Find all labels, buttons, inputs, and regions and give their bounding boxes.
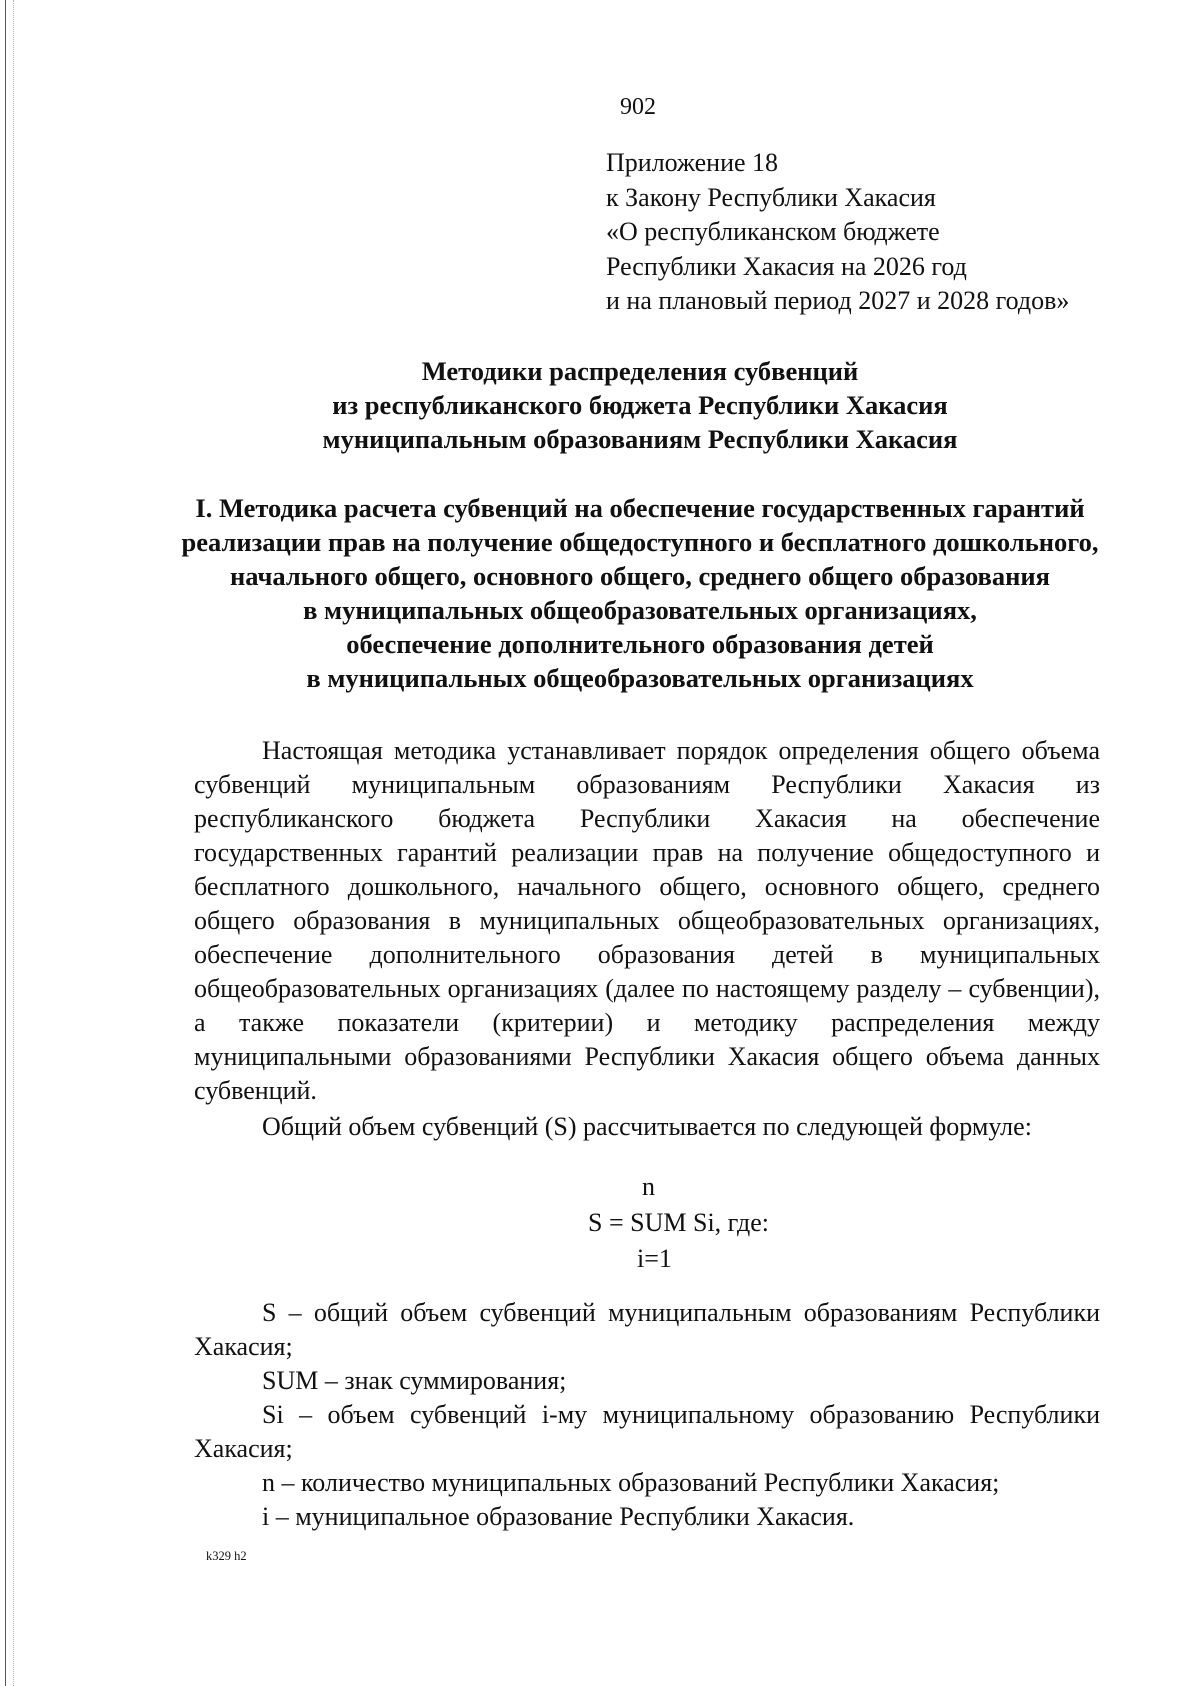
appendix-line: Республики Хакасия на 2026 год — [606, 251, 967, 281]
definition-item: i – муниципальное образование Республики Хакасия. — [262, 1502, 855, 1531]
main-title — [150, 354, 1130, 456]
main-title-line: из республиканского бюджета Республики Хакасия — [332, 390, 948, 420]
scan-edge-dotted-line — [13, 0, 14, 1686]
page-number: 902 — [620, 94, 656, 120]
formula-upper-limit: n — [642, 1172, 655, 1201]
definition-item: n – количество муниципальных образований Республики Хакасия; — [262, 1468, 1000, 1497]
main-title-line: Методики распределения субвенций — [421, 356, 859, 386]
appendix-reference — [606, 146, 1069, 319]
formula-definitions — [194, 1296, 1100, 1534]
formula-intro: Общий объем субвенций (S) рассчитывается по следующей формуле: — [262, 1112, 1032, 1141]
section-title-line: в муниципальных общеобразовательных организациях, — [303, 595, 977, 625]
section-title-line: начального общего, основного общего, среднего общего образования — [230, 561, 1050, 591]
footer-document-code: k329 h2 — [206, 1549, 247, 1563]
section-title — [150, 491, 1130, 695]
definition-item: Si – объем субвенций i-му муниципальному образованию Республики Хакасия; — [194, 1400, 1100, 1463]
section-title-line: обеспечение дополнительного образования детей — [346, 629, 934, 659]
section-title-line: в муниципальных общеобразовательных организациях — [306, 663, 974, 693]
section-title-line: реализации прав на получение общедоступного и бесплатного дошкольного, — [181, 527, 1099, 557]
appendix-line: «О республиканском бюджете — [606, 217, 940, 246]
formula-lower-limit: i=1 — [637, 1244, 672, 1273]
intro-paragraph: Настоящая методика устанавливает порядок определения общего объема субвенций муниципальным образованиям Республики Хакасия из республиканского бюджета Республики Хакасия на обеспечение государственных гарантий реализации прав на получение общедоступного и бесплатного дошкольного, начального общего, основного общего, среднего общего образования в муниципальных общеобразовательных организациях, обеспечение дополнительного образования детей в муниципальных общеобразовательных организациях (далее по настоящему разделу – субвенции), а также показатели (критерии) и методику распределения между муниципальными образованиями Республики Хакасия общего объема данных субвенций. — [194, 736, 1100, 1105]
formula-expression: S = SUM Si, где: — [588, 1208, 770, 1237]
definition-item: S – общий объем субвенций муниципальным образованиям Республики Хакасия; — [194, 1298, 1100, 1361]
definition-item: SUM – знак суммирования; — [262, 1366, 567, 1395]
appendix-line: и на плановый период 2027 и 2028 годов» — [606, 286, 1070, 315]
appendix-line: Приложение 18 — [606, 148, 779, 177]
scan-edge-line — [5, 0, 6, 1686]
appendix-line: к Закону Республики Хакасия — [606, 182, 936, 212]
section-title-line: I. Методика расчета субвенций на обеспечение государственных гарантий — [195, 493, 1085, 523]
main-title-line: муниципальным образованиям Республики Хакасия — [322, 424, 958, 454]
